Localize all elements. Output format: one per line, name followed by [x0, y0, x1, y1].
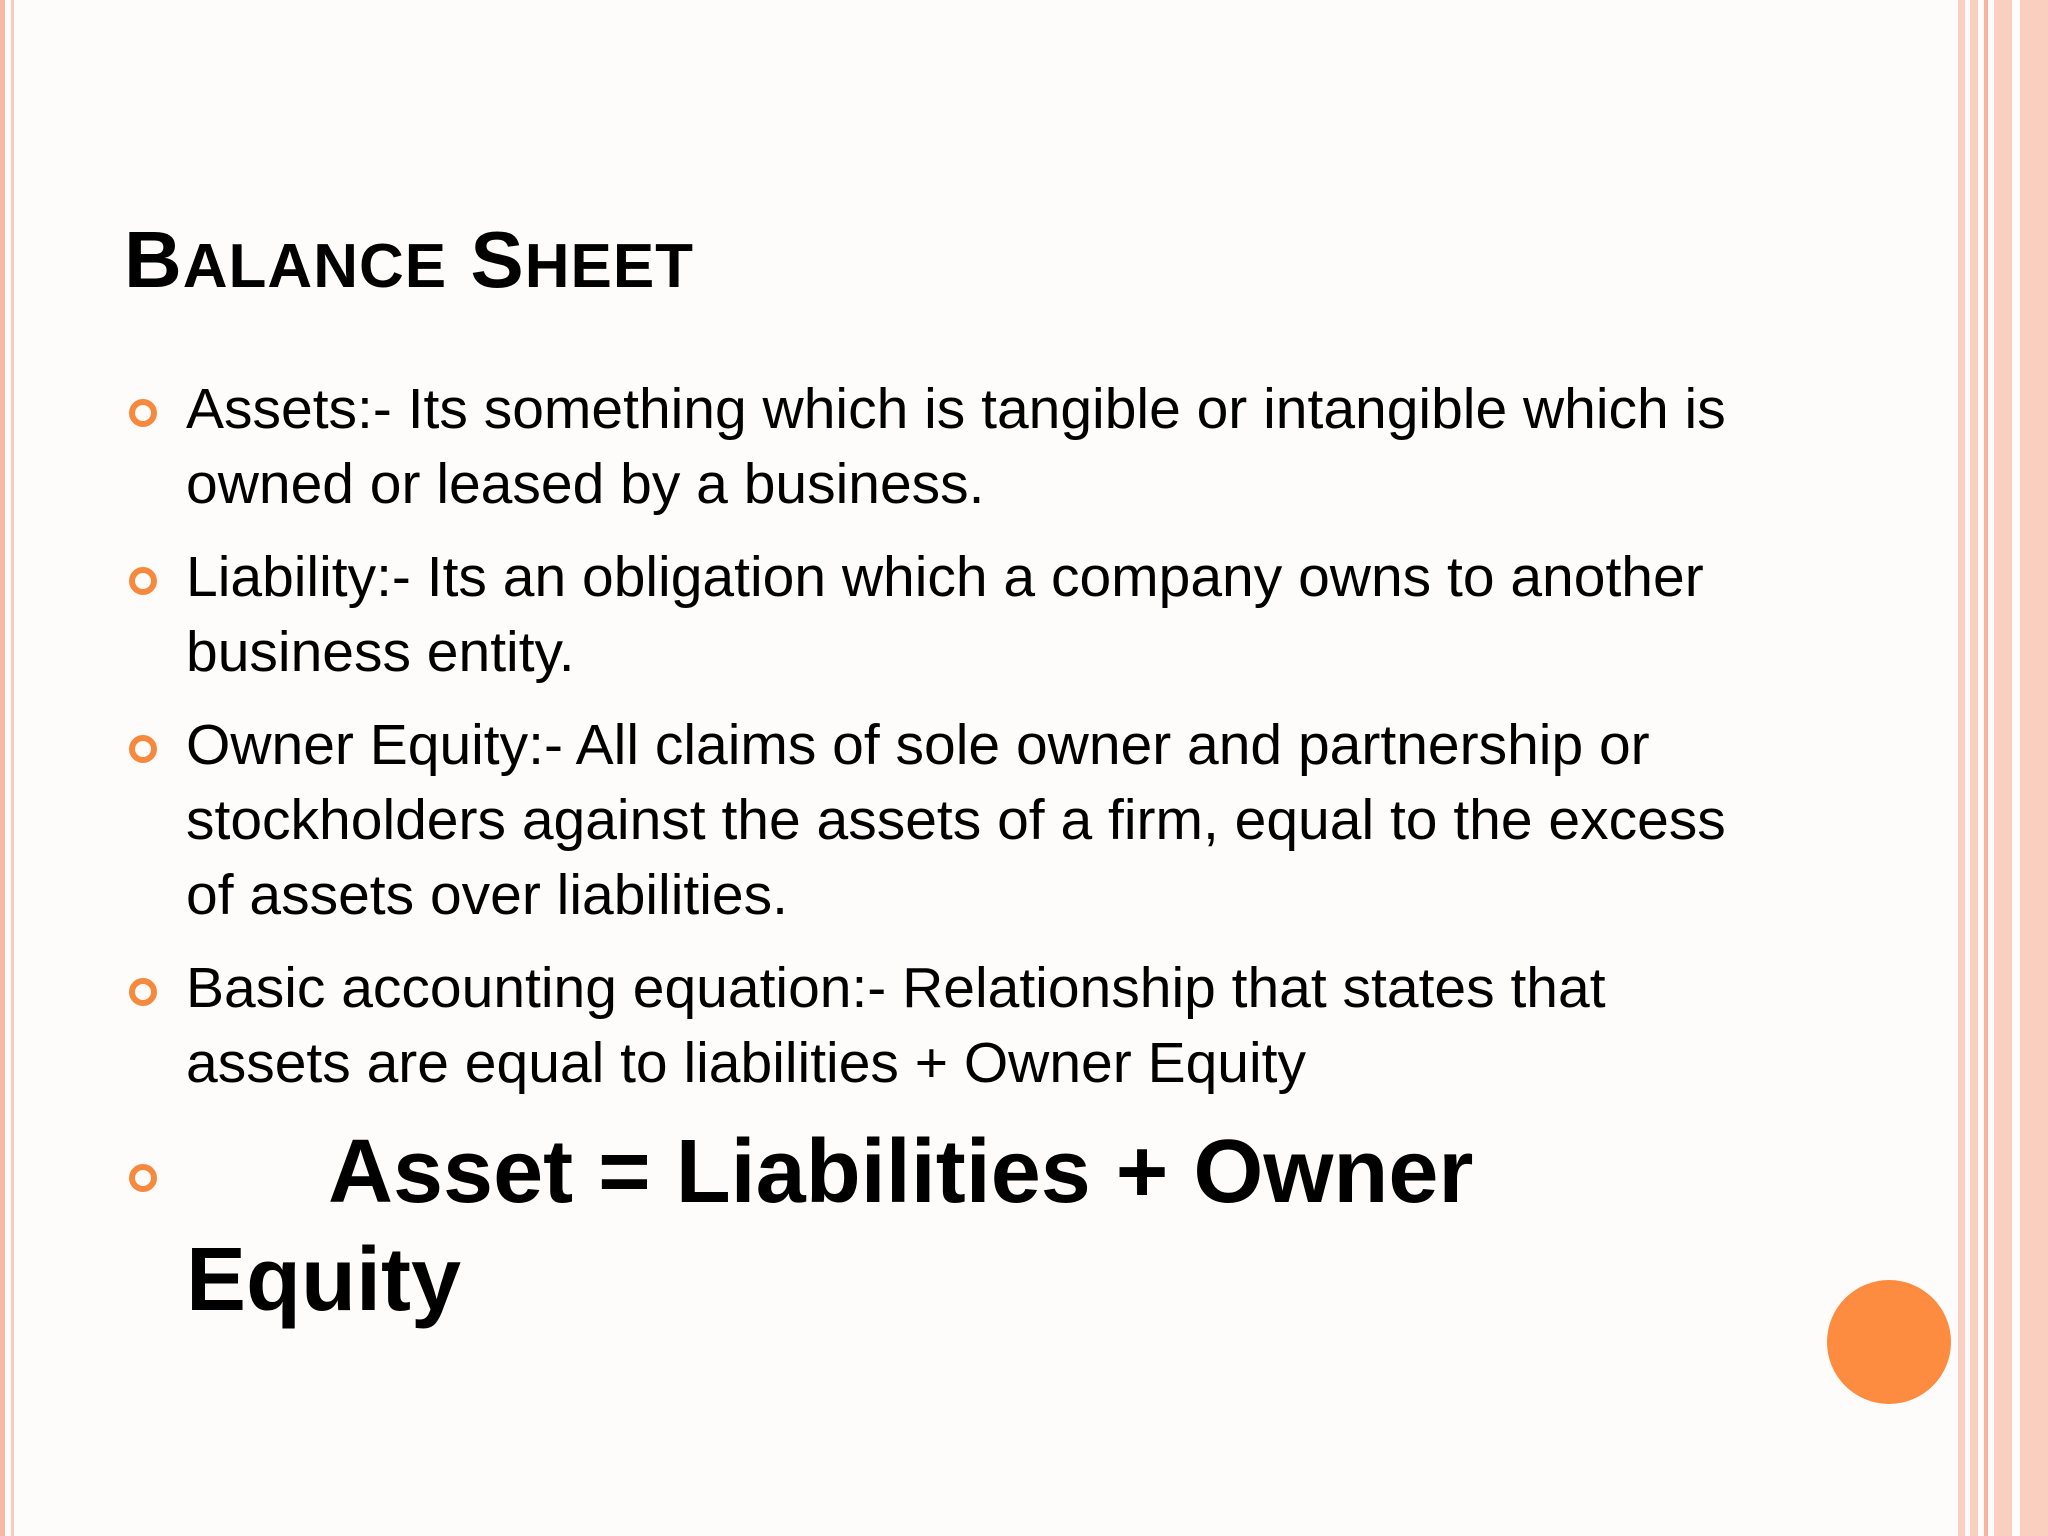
bullet-accounting-equation	[124, 951, 1764, 1101]
right-border-stripe	[1994, 0, 2012, 1536]
bullet-assets	[124, 372, 1764, 522]
right-border-stripe	[2020, 0, 2048, 1536]
bullet-circle-icon	[129, 567, 157, 595]
right-border-stripe	[1970, 0, 1978, 1536]
bullet-circle-icon	[129, 1164, 157, 1192]
equation-bullet	[124, 1118, 1826, 1334]
title-second-cap: S	[470, 215, 525, 304]
bullet-circle-icon	[129, 978, 157, 1006]
title-second-rest: HEET	[524, 232, 695, 301]
bullet-circle-icon	[129, 399, 157, 427]
left-border-line	[11, 0, 14, 1536]
decorative-circle	[1827, 1280, 1951, 1404]
left-border-line	[0, 0, 5, 1536]
equation-line-1: Asset = Liabilities + Owner	[328, 1122, 1474, 1222]
right-border-stripe	[1958, 0, 1965, 1536]
title-first-cap: B	[124, 215, 183, 304]
slide-title	[124, 212, 694, 315]
bullet-text: Basic accounting equation:- Relationship that states that assets are equal to liabilities + Owner Equity	[186, 956, 1606, 1095]
bullet-text: Liability:- Its an obligation which a company owns to another business entity.	[186, 545, 1704, 684]
bullet-circle-icon	[129, 735, 157, 763]
right-border-stripe	[1984, 0, 1988, 1536]
title-first-rest: ALANCE	[182, 232, 448, 301]
bullet-list	[124, 372, 1764, 1119]
bullet-text: Owner Equity:- All claims of sole owner and partnership or stockholders against the assets of a firm, equal to the excess of assets over liabilities.	[186, 713, 1726, 927]
bullet-text: Assets:- Its something which is tangible or intangible which is owned or leased by a business.	[186, 377, 1726, 516]
equation-line-2: Equity	[186, 1230, 462, 1330]
bullet-liability	[124, 540, 1764, 690]
bullet-owner-equity	[124, 708, 1764, 933]
